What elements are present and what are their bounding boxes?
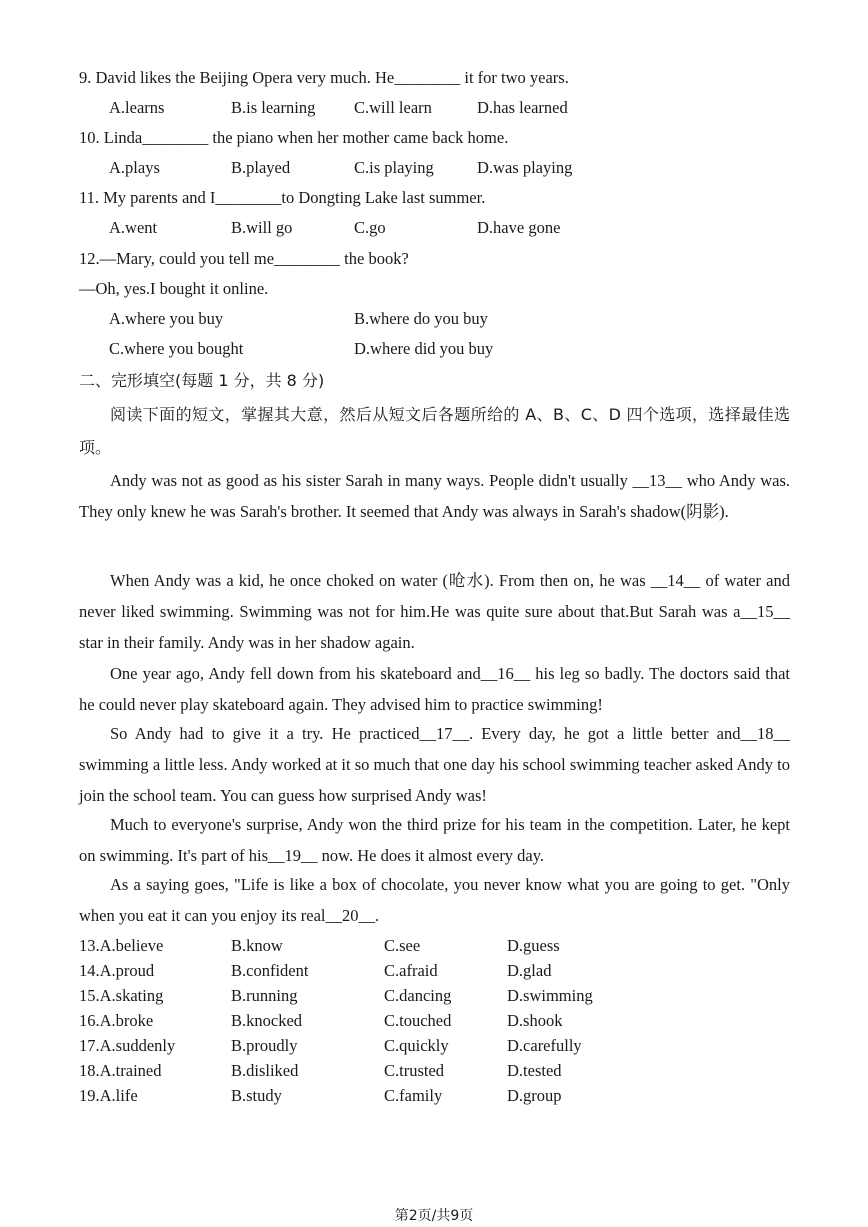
question-12-option-c: C.where you bought [109, 339, 244, 358]
choice-19-d: D.group [507, 1086, 562, 1105]
question-9-option-d: D.has learned [477, 98, 568, 117]
question-11-option-d: D.have gone [477, 218, 561, 237]
question-12-option-d: D.where did you buy [354, 339, 494, 358]
question-11-stem: 11. My parents and I________to Dongting Lake last summer. [79, 188, 486, 207]
question-11-option-a: A.went [109, 218, 158, 237]
section-title: 二、完形填空(每题 1 分，共 8 分) [79, 371, 325, 390]
choice-15-a: 15.A.skating [79, 986, 164, 1005]
choice-15-b: B.running [231, 986, 298, 1005]
choice-17-c: C.quickly [384, 1036, 449, 1055]
page-number: 第2页/共9页 [394, 1208, 474, 1224]
question-9-option-b: B.is learning [231, 98, 316, 117]
question-10-stem: 10. Linda________ the piano when her mother came back home. [79, 128, 509, 147]
choice-14-a: 14.A.proud [79, 961, 155, 980]
question-12-option-b: B.where do you buy [354, 309, 488, 328]
question-11-option-c: C.go [354, 218, 386, 237]
question-9-option-a: A.learns [109, 98, 165, 117]
question-10-option-b: B.played [231, 158, 291, 177]
passage-paragraph-6: As a saying goes, "Life is like a box of chocolate, you never know what you are going to get. "Only when you eat it can you enjoy its real__20__. [79, 875, 790, 925]
choice-15-d: D.swimming [507, 986, 593, 1005]
choice-14-d: D.glad [507, 961, 552, 980]
question-10-option-c: C.is playing [354, 158, 434, 177]
choice-18-a: 18.A.trained [79, 1061, 162, 1080]
passage-paragraph-2: When Andy was a kid, he once choked on water (呛水). From then on, he was __14__ of water and never liked swimming. Swimming was not for him.He was quite sure about that.But Sarah was a__15__ star in their family. Andy was in her shadow again. [79, 571, 790, 652]
question-10-option-d: D.was playing [477, 158, 573, 177]
choice-16-b: B.knocked [231, 1011, 303, 1030]
section-instruction: 阅读下面的短文，掌握其大意，然后从短文后各题所给的 A、B、C、D 四个选项，选择最佳选项。 [79, 405, 790, 457]
question-9-option-c: C.will learn [354, 98, 432, 117]
choice-13-b: B.know [231, 936, 283, 955]
choice-18-d: D.tested [507, 1061, 562, 1080]
passage-paragraph-3: One year ago, Andy fell down from his skateboard and__16__ his leg so badly. The doctors said that he could never play skateboard again. They advised him to practice swimming! [79, 664, 790, 714]
choice-18-b: B.disliked [231, 1061, 299, 1080]
question-9-stem: 9. David likes the Beijing Opera very much. He________ it for two years. [79, 68, 569, 87]
question-12-stem: 12.—Mary, could you tell me________ the book? [79, 249, 409, 268]
choice-17-d: D.carefully [507, 1036, 582, 1055]
choice-17-a: 17.A.suddenly [79, 1036, 176, 1055]
passage-paragraph-1: Andy was not as good as his sister Sarah in many ways. People didn't usually __13__ who Andy was. They only knew he was Sarah's brother. It seemed that Andy was always in Sarah's shadow(阴影). [79, 471, 790, 521]
question-12-reply: —Oh, yes.I bought it online. [79, 279, 269, 298]
choice-14-b: B.confident [231, 961, 309, 980]
choice-13-c: C.see [384, 936, 421, 955]
question-11-option-b: B.will go [231, 218, 293, 237]
passage-paragraph-5: Much to everyone's surprise, Andy won the third prize for his team in the competition. Later, he kept on swimming. It's part of his__19__ now. He does it almost every day. [79, 815, 790, 865]
choice-16-c: C.touched [384, 1011, 452, 1030]
choice-19-b: B.study [231, 1086, 282, 1105]
choice-19-a: 19.A.life [79, 1086, 138, 1105]
choice-15-c: C.dancing [384, 986, 452, 1005]
choice-19-c: C.family [384, 1086, 443, 1105]
choice-18-c: C.trusted [384, 1061, 445, 1080]
choice-17-b: B.proudly [231, 1036, 298, 1055]
choice-14-c: C.afraid [384, 961, 438, 980]
choice-16-d: D.shook [507, 1011, 563, 1030]
choice-13-d: D.guess [507, 936, 560, 955]
choice-13-a: 13.A.believe [79, 936, 164, 955]
question-10-option-a: A.plays [109, 158, 160, 177]
question-12-option-a: A.where you buy [109, 309, 224, 328]
passage-paragraph-4: So Andy had to give it a try. He practiced__17__. Every day, he got a little better and__18__ swimming a little less. Andy worked at it so much that one day his school swimming teacher asked Andy to join the school team. You can guess how surprised Andy was! [79, 724, 790, 805]
choice-16-a: 16.A.broke [79, 1011, 154, 1030]
